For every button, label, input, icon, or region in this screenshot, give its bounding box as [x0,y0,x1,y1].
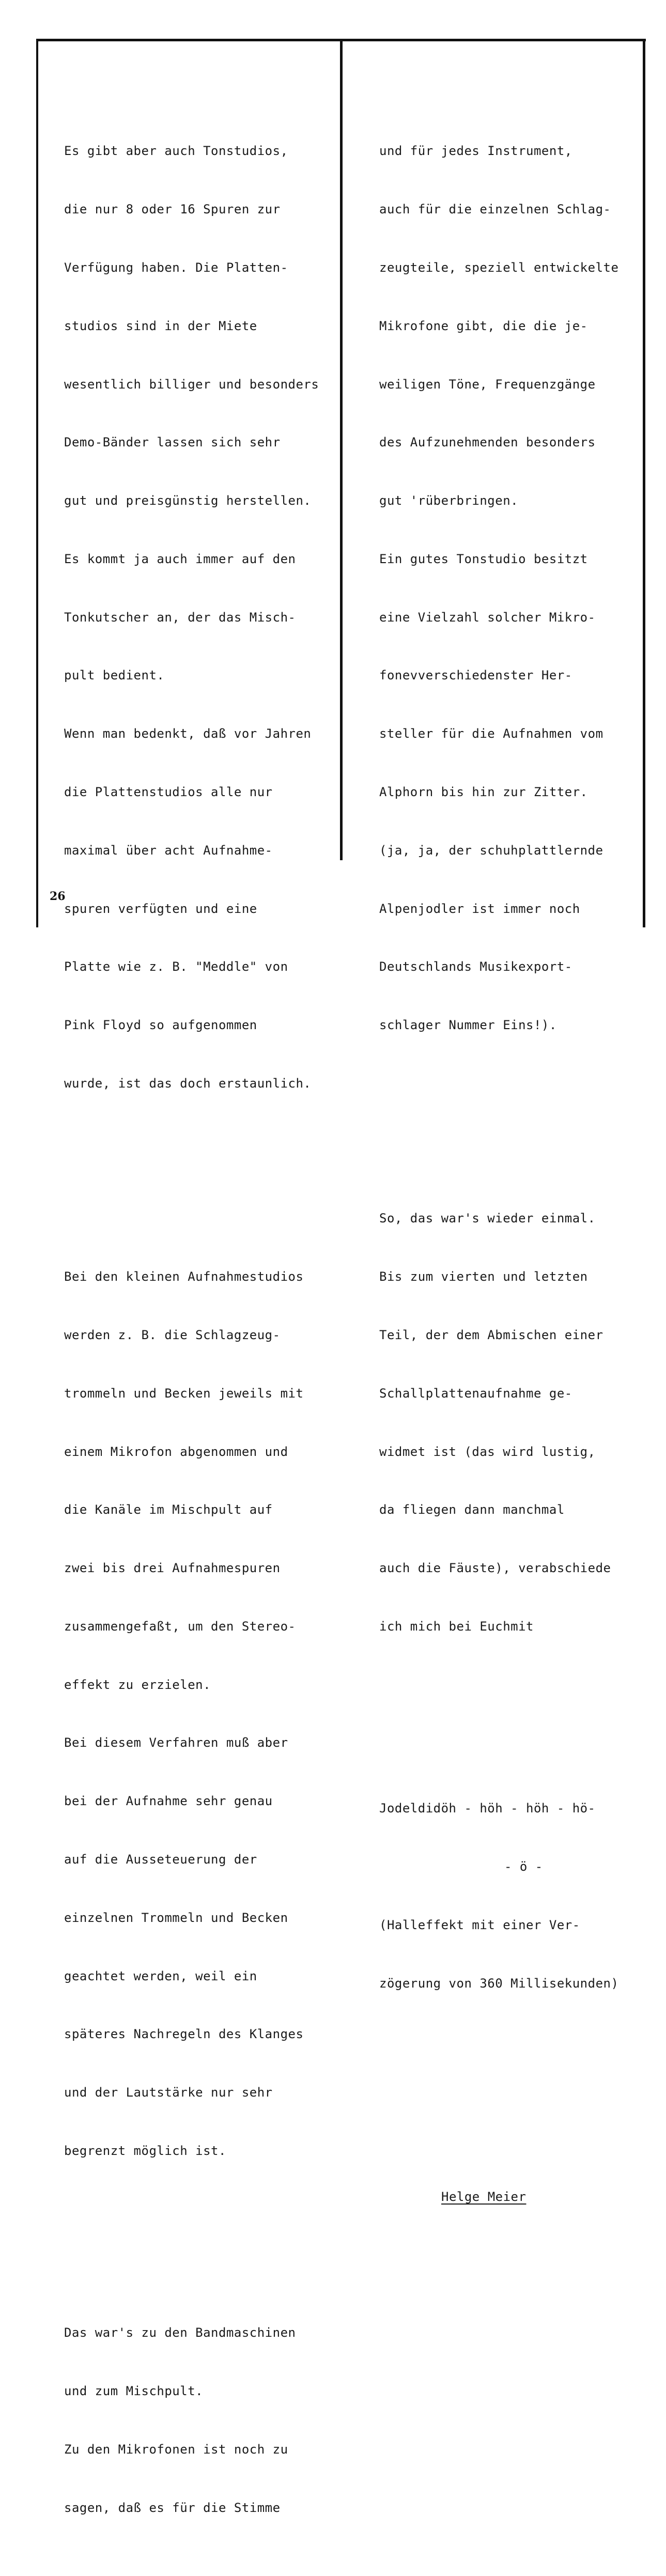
paragraph-gap [64,1171,319,1190]
frame-right-rule [643,39,645,927]
text-line: die Kanäle im Mischpult auf [64,1502,273,1517]
text-line: Es gibt aber auch Tonstudios, [64,144,288,159]
right-paragraph-1 [379,103,618,1074]
text-line: eine Vielzahl solcher Mikro- [379,610,596,625]
yodel-line: Jodeldidöh - höh - höh - hö- [379,1801,596,1816]
text-line: Mikrofone gibt, die die je- [379,318,588,333]
text-line: Ein gutes Tonstudio besitzt [379,551,588,566]
paragraph-gap [379,1714,618,1721]
author-signature: Helge Meier [441,2189,526,2204]
text-line: effekt zu erzielen. [64,1677,211,1692]
text-line: zwei bis drei Aufnahmespuren [64,1561,281,1576]
text-line: werden z. B. die Schlagzeug- [64,1328,281,1342]
text-line: So, das war's wieder einmal. [379,1211,596,1226]
text-line: Bei diesem Verfahren muß aber [64,1735,288,1750]
text-line: und für jedes Instrument, [379,144,572,159]
text-line: Alpenjodler ist immer noch [379,901,580,916]
text-line: Wenn man bedenkt, daß vor Jahren [64,726,312,741]
left-paragraph-3 [64,2285,319,2556]
text-line: späteres Nachregeln des Klanges [64,2027,304,2042]
text-line: pult bedient. [64,668,165,683]
signature-gap [379,2071,618,2149]
text-line: auf die Ausseteuerung der [64,1852,257,1867]
text-line: widmet ist (das wird lustig, [379,1444,596,1459]
text-line: einem Mikrofon abgenommen und [64,1444,288,1459]
text-line: weiligen Töne, Frequenzgänge [379,377,596,392]
paragraph-gap [64,2239,319,2246]
text-line: auch die Fäuste), verabschiede [379,1561,611,1576]
text-line: (Halleffekt mit einer Ver- [379,1917,580,1932]
text-line: (ja, ja, der schuhplattlernde [379,843,603,858]
right-paragraph-2 [379,1170,618,1675]
text-line: Verfügung haben. Die Platten- [64,260,288,275]
text-line: wurde, ist das doch erstaunlich. [64,1076,312,1091]
text-line: zusammengefaßt, um den Stereo- [64,1619,296,1634]
text-line: Demo-Bänder lassen sich sehr [64,435,281,450]
text-line: ich mich bei Euchmit [379,1619,534,1634]
text-line: und zum Mischpult. [64,2384,204,2399]
text-line: die Plattenstudios alle nur [64,784,273,799]
text-line: trommeln und Becken jeweils mit [64,1386,304,1401]
text-line: Deutschlands Musikexport- [379,959,572,974]
frame-left-rule [36,39,38,927]
text-line: maximal über acht Aufnahme- [64,843,273,858]
text-line: studios sind in der Miete [64,318,257,333]
text-line: einzelnen Trommeln und Becken [64,1910,288,1925]
text-line: zeugteile, speziell entwickelte [379,260,619,275]
text-line: auch für die einzelnen Schlag- [379,202,611,217]
left-column [64,64,319,2576]
yodel-block [379,1760,618,2032]
text-line: bei der Aufnahme sehr genau [64,1794,273,1809]
text-line: Das war's zu den Bandmaschinen [64,2325,296,2340]
text-line: sagen, daß es für die Stimme [64,2500,281,2515]
text-line: des Aufzunehmenden besonders [379,435,596,450]
text-line: geachtet werden, weil ein [64,1968,257,1983]
text-line: Bis zum vierten und letzten [379,1269,588,1284]
column-divider-rule [340,39,343,860]
text-line: Platte wie z. B. "Meddle" von [64,959,288,974]
text-line: schlager Nummer Eins!). [379,1018,557,1033]
page-number: 26 [50,890,66,903]
text-line: steller für die Aufnahmen vom [379,726,603,741]
text-line: Teil, der dem Abmischen einer [379,1328,603,1342]
text-line: zögerung von 360 Millisekunden) [379,1976,619,1991]
text-line: Alphorn bis hin zur Zitter. [379,784,588,799]
text-line: die nur 8 oder 16 Spuren zur [64,202,281,217]
text-line: da fliegen dann manchmal [379,1502,565,1517]
text-line: fonevverschiedenster Her- [379,668,572,683]
text-line: Es kommt ja auch immer auf den [64,551,296,566]
text-line: begrenzt möglich ist. [64,2143,226,2158]
left-paragraph-1 [64,103,319,1132]
text-line: Schallplattenaufnahme ge- [379,1386,572,1401]
text-line: Tonkutscher an, der das Misch- [64,610,296,625]
text-line: spuren verfügten und eine [64,901,257,916]
text-line: Pink Floyd so aufgenommen [64,1018,257,1033]
right-column [379,64,618,2226]
text-line: gut und preisgünstig herstellen. [64,493,312,508]
yodel-echo: - ö - [504,1859,543,1874]
left-paragraph-2 [64,1229,319,2200]
text-line: wesentlich billiger und besonders [64,377,319,392]
text-line: Zu den Mikrofonen ist noch zu [64,2442,288,2457]
text-line: gut 'rüberbringen. [379,493,519,508]
text-line: Bei den kleinen Aufnahmestudios [64,1269,304,1284]
text-line: und der Lautstärke nur sehr [64,2085,273,2100]
paragraph-gap [379,1113,618,1131]
